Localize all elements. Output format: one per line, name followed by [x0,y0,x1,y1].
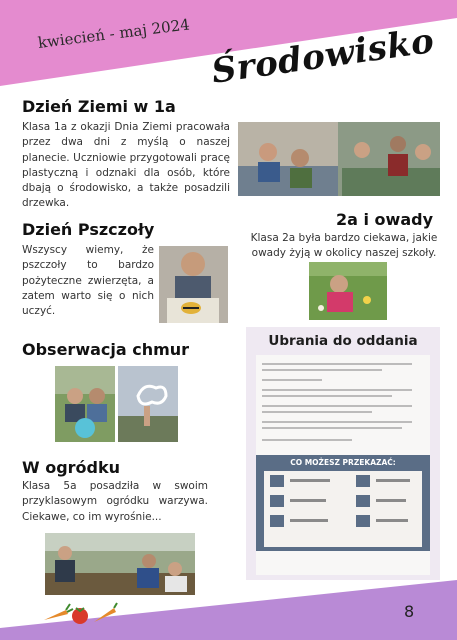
poster-doc-line [262,439,352,441]
poster-doc-line [262,421,412,423]
bee-day-text: Wszyscy wiemy, że pszczoły to bardzo pożyteczne zwierzęta, a zatem warto się o nich uczyć. [22,244,154,318]
poster-doc-line [262,389,412,391]
poster-doc-line [262,411,372,413]
clouds-heading: Obserwacja chmur [22,340,190,359]
poster-doc-line [262,427,402,429]
garden-text: Klasa 5a posadziła w swoim przyklasowym ogródku warzywa. Ciekawe, co im wyrośnie... [22,480,208,523]
earth-day-heading: Dzień Ziemi w 1a [22,97,176,116]
clothes-donation-poster [246,327,440,580]
garden-photo [45,533,195,595]
earth-day-photo [238,122,440,196]
clouds-photo-2 [118,366,178,442]
poster-doc-line [262,363,412,365]
clouds-photo-1 [55,366,115,442]
insects-photo [309,262,387,320]
bee-day-heading: Dzień Pszczoły [22,220,155,239]
garden-heading: W ogródku [22,458,121,477]
poster-doc-line [262,395,392,397]
poster-band [256,455,430,551]
vegetables-icon [40,600,120,626]
donation-items-icons [264,471,422,547]
poster-band-title: CO MOŻESZ PRZEKAZAĆ: [290,458,396,467]
issue-date: kwiecień - maj 2024 [36,15,191,52]
bee-day-photo [159,246,228,323]
poster-doc-line [262,379,322,381]
insects-heading: 2a i owady [336,210,434,229]
page-number: 8 [404,602,415,621]
poster-doc-line [262,369,382,371]
poster-doc-line [262,405,412,407]
insects-text: Klasa 2a była bardzo ciekawa, jakie owady żyją w okolicy naszej szkoły. [250,232,438,260]
clothes-heading: Ubrania do oddania [268,333,418,349]
page-title: Środowisko [209,20,437,92]
earth-day-text: Klasa 1a z okazji Dnia Ziemi pracowała przez dwa dni z myślą o naszej planecie. Uczniowie przygotowali pracę plastyczną i odznaki dla osób, które dbają o środowisko, a także posadzili drzewka. [22,121,230,210]
